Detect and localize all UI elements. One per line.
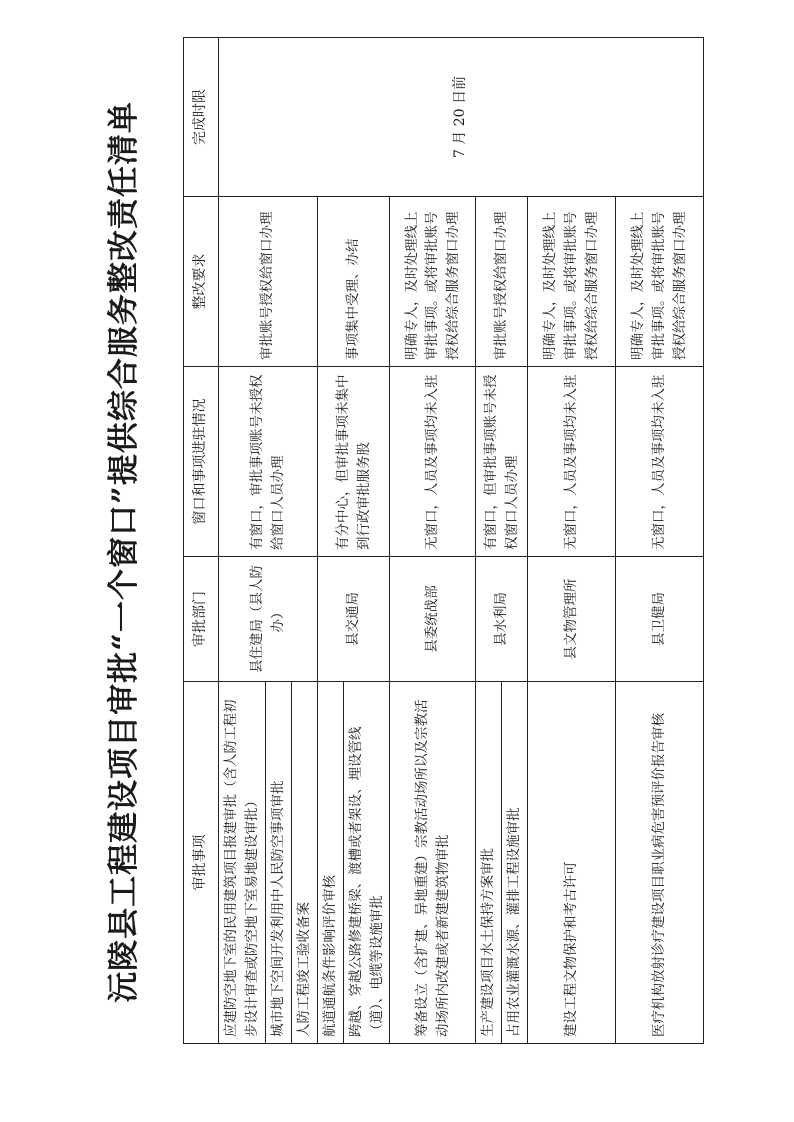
- item-cell: 人防工程竣工验收备案: [291, 682, 317, 1044]
- item-cell: 占用农业灌溉水源、灌排工程设施审批: [502, 682, 528, 1044]
- dept-cell: 县住建局（县人防办）: [219, 557, 318, 682]
- header-deadline: 完成时限: [184, 38, 219, 197]
- table-row: [219, 38, 266, 1044]
- header-dept: 审批部门: [184, 557, 219, 682]
- status-cell: 无窗口，人员及事项均未入驻: [616, 367, 704, 557]
- header-status: 窗口和事项进驻情况: [184, 367, 219, 557]
- responsibility-table: [183, 37, 704, 1044]
- header-req: 整改要求: [184, 197, 219, 367]
- deadline-cell: 7 月 20 日前: [219, 38, 704, 197]
- item-cell: 航道通航条件影响评价审核: [317, 682, 343, 1044]
- status-cell: 有分中心，但审批事项未集中到行政审批服务股: [317, 367, 390, 557]
- req-cell: 明确专人，及时处理线上审批事项。或将审批账号授权给综合服务窗口办理: [616, 197, 704, 367]
- dept-cell: 县卫健局: [616, 557, 704, 682]
- status-cell: 有窗口，审批事项账号未授权给窗口人员办理: [219, 367, 318, 557]
- item-cell: 建设工程文物保护和考古许可: [528, 682, 616, 1044]
- header-item: 审批事项: [184, 682, 219, 1044]
- status-cell: 无窗口，人员及事项均未入驻: [528, 367, 616, 557]
- page-title: 沅陵县工程建设项目审批“一个窗口”提供综合服务整改责任清单: [106, 101, 142, 1003]
- item-cell: 城市地下空间开发利用中人民防空事项审批: [265, 682, 291, 1044]
- req-cell: 事项集中受理、办结: [317, 197, 390, 367]
- item-cell: 跨越、穿越公路修建桥梁、渡槽或者架设、埋设管线（道）、电缆等设施审批: [343, 682, 390, 1044]
- dept-cell: 县文物管理所: [528, 557, 616, 682]
- req-cell: 明确专人，及时处理线上审批事项。或将审批账号授权给综合服务窗口办理: [390, 197, 476, 367]
- dept-cell: 县委统战部: [390, 557, 476, 682]
- dept-cell: 县水利局: [476, 557, 528, 682]
- req-cell: 审批账号授权给窗口办理: [476, 197, 528, 367]
- status-cell: 有窗口，但审批事项账号未授权窗口人员办理: [476, 367, 528, 557]
- table-header-row: [184, 38, 219, 1044]
- req-cell: 审批账号授权给窗口办理: [219, 197, 318, 367]
- dept-cell: 县交通局: [317, 557, 390, 682]
- req-cell: 明确专人，及时处理线上审批事项。或将审批账号授权给综合服务窗口办理: [528, 197, 616, 367]
- item-cell: 医疗机构放射诊疗建设项目职业病危害预评价报告审核: [616, 682, 704, 1044]
- item-cell: 筹备设立（含扩建、异地重建）宗教活动场所以及宗教活动场所内改建或者新建建筑物审批: [390, 682, 476, 1044]
- item-cell: 生产建设项目水土保持方案审批: [476, 682, 502, 1044]
- item-cell: 应建防空地下室的民用建筑项目报建审批（含人防工程初步设计审查或防空地下室易地建设审批）: [219, 682, 266, 1044]
- status-cell: 无窗口，人员及事项均未入驻: [390, 367, 476, 557]
